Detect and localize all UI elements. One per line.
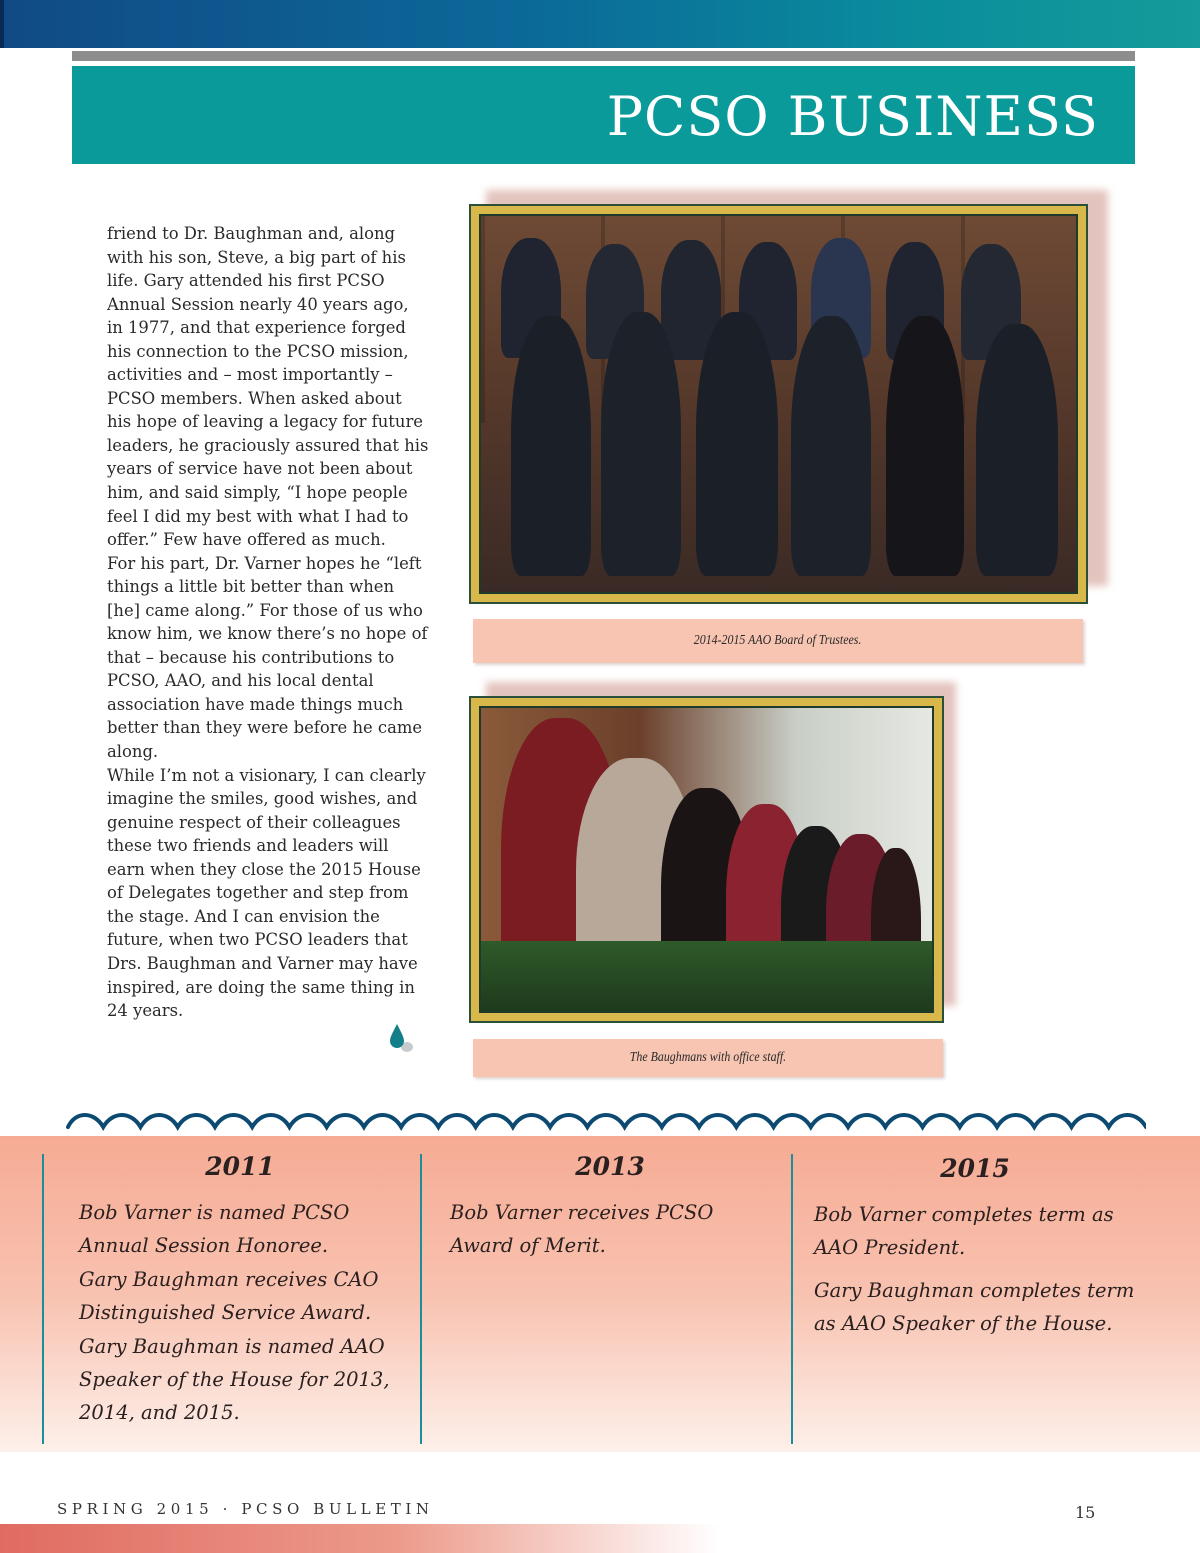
timeline-entry: Bob Varner is named PCSO Annual Session Honoree. [79,1201,350,1258]
timeline-entry: Gary Baughman is named AAO Speaker of the House for 2013, 2014, and 2015. [79,1334,390,1425]
section-title: PCSO BUSINESS [606,85,1099,148]
article-paragraph: While I’m not a visionary, I can clearly imagine the smiles, good wishes, and genuine respect of their colleagues these two friends and leaders will earn when they close the 2015 House of Delegates together and step from the stage. And I can envision the future, when two PCSO leaders that Drs. Baughman and Varner may have inspired, are doing the same thing in 24 years. [107,765,426,1021]
header-gray-rule [72,51,1135,61]
timeline-entry: Gary Baughman completes term as AAO Speaker of the House. [814,1278,1135,1336]
section-banner [72,66,1135,164]
timeline-column-2015 [814,1198,1149,1341]
top-color-band [0,0,1200,48]
board-of-trustees-photo [479,214,1078,594]
timeline-column-rule [42,1154,44,1444]
timeline-column-2013 [450,1196,765,1263]
photo-figure [976,324,1058,576]
garland-decoration [481,941,932,1011]
photo-figure [696,312,778,576]
publication-footer: SPRING 2015 · PCSO BULLETIN [57,1500,434,1518]
page-number: 15 [1075,1503,1096,1522]
photo-figure [511,316,591,576]
timeline-entry: Bob Varner receives PCSO Award of Merit. [450,1201,714,1258]
office-staff-photo [479,706,934,1013]
drop-ornament-icon [389,1022,415,1056]
article-paragraph: For his part, Dr. Varner hopes he “left things a little bit better than when [he] came along.” For those of us who know him, we know there’s no hope of that – because his contributions to PCSO, AAO, and his local dental association have made things much better than they were before he came along. [107,553,428,762]
photo-figure [791,316,871,576]
photo-caption [473,619,1083,663]
photo-figure [886,316,964,576]
timeline-column-2011 [79,1196,409,1430]
timeline-entry: Bob Varner completes term as AAO President. [814,1203,1114,1260]
timeline-entry: Gary Baughman receives CAO Distinguished Service Award. [79,1267,379,1325]
photo-frame-staff [469,696,944,1023]
photo-caption-text: 2014-2015 AAO Board of Trustees. [694,633,862,648]
photo-caption-text: The Baughmans with office staff. [629,1050,787,1065]
wave-divider [66,1105,1146,1135]
timeline-column-rule [791,1154,793,1444]
timeline-panel [0,1136,1200,1452]
timeline-year-2015: 2015 [940,1154,1010,1183]
bottom-accent-bar [0,1524,720,1553]
timeline-column-rule [420,1154,422,1444]
timeline-year-2013: 2013 [575,1152,645,1181]
photo-figure [601,312,681,576]
photo-caption [473,1039,943,1077]
article-body [107,222,429,1023]
photo-frame-board [469,204,1088,604]
article-paragraph: friend to Dr. Baughman and, along with his son, Steve, a big part of his life. Gary attended his first PCSO Annual Session nearly 40 years ago, in 1977, and that experience forged his connection to the PCSO mission, activities and – most importantly – PCSO members. When asked about his hope of leaving a legacy for future leaders, he graciously assured that his years of service have not been about him, and said simply, “I hope people feel I did my best with what I had to offer.” Few have offered as much. [107,224,429,550]
top-band-edge [0,0,4,48]
timeline-year-2011: 2011 [205,1152,275,1181]
